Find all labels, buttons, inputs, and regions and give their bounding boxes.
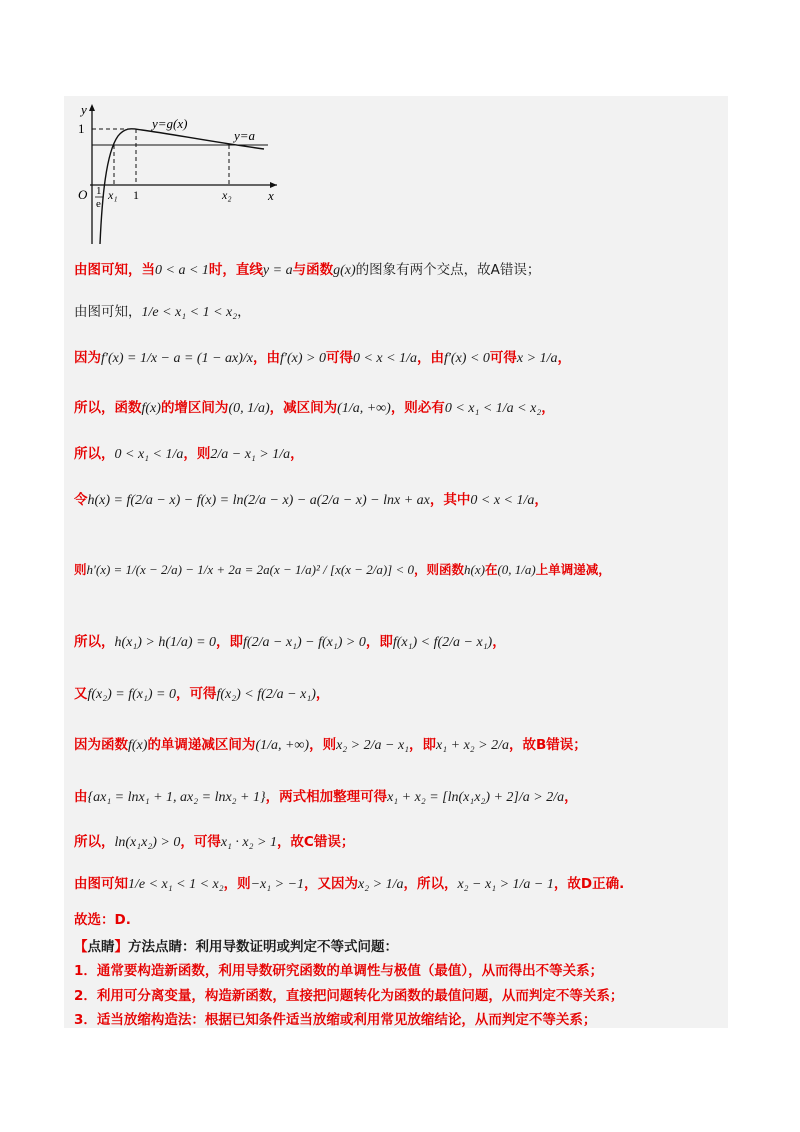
text: ，则 (223, 876, 251, 892)
math: x₂ − x₁ > 1/a − 1 (457, 877, 554, 892)
text: ，所以， (403, 876, 458, 892)
tip-item-1: 1．通常要构造新函数，利用导数研究函数的单调性与极值（最值），从而得出不等关系； (74, 963, 604, 979)
line-label: y=a (234, 128, 256, 143)
math: 1/e < x₁ < 1 < x₂ (128, 877, 224, 892)
text: ，由 (416, 350, 444, 366)
text: ，即 (365, 634, 393, 650)
text: ，则函数 (413, 562, 464, 577)
text: ， (541, 400, 555, 416)
function-graph (72, 98, 282, 248)
answer-text: 故选：D. (74, 912, 131, 928)
y-one-label: 1 (78, 121, 85, 136)
text: 因为 (74, 350, 101, 366)
text: 所以， (74, 446, 115, 462)
text: ，即 (409, 737, 437, 753)
curve-g (100, 129, 264, 244)
math: x₁ + x₂ = [ln(x₁x₂) + 2]/a > 2/a (387, 790, 565, 805)
text: ，可得 (180, 834, 221, 850)
text: ， (557, 350, 571, 366)
math: 0 < x₁ < 1/a (114, 447, 184, 462)
math: 0 < a < 1 (155, 263, 209, 278)
math: g(x) (333, 263, 356, 278)
math: h(x₁) > h(1/a) = 0 (114, 635, 217, 650)
tips-header-text: 方法点睛：利用导数证明或判定不等式问题： (128, 939, 398, 955)
text: ，又因为 (304, 876, 359, 892)
text: ，则 (183, 446, 211, 462)
solution-line-12 (74, 834, 354, 852)
text: 所以，函数 (74, 400, 142, 416)
text: ，故D正确. (553, 876, 625, 892)
x1-label: x₁ (108, 188, 118, 202)
curve-label: y=g(x) (152, 116, 188, 131)
inv-e-numerator: 1 (96, 185, 102, 197)
math: f(x₂) < f(2/a − x₁) (216, 687, 316, 702)
solution-line-13 (74, 876, 624, 894)
text: 的单调递减区间为 (147, 737, 256, 753)
x-one-label: 1 (133, 188, 139, 202)
math: f(x₁) < f(2/a − x₁) (392, 635, 493, 650)
text: ，则必有 (390, 400, 445, 416)
inv-e-denominator: e (96, 198, 101, 210)
math: (1/a, +∞) (337, 401, 391, 416)
text: ，其中 (429, 492, 471, 508)
text: 可得 (325, 350, 353, 366)
math: x₁ · x₂ > 1 (220, 835, 277, 850)
text: ，可得 (175, 686, 217, 702)
y-axis-label: y (81, 102, 87, 117)
bracket-open: 【 (74, 939, 88, 955)
math: x₁ + x₂ > 2/a (436, 738, 509, 753)
math: (0, 1/a) (228, 401, 270, 416)
bracket-close: 】 (114, 939, 128, 955)
solution-line-8 (74, 634, 506, 652)
answer-line (74, 912, 131, 930)
math: (1/a, +∞) (255, 738, 310, 753)
origin-label: O (78, 187, 88, 202)
text: 所以， (74, 634, 115, 650)
math: f(x) (141, 401, 161, 416)
x2-label: x₂ (222, 188, 232, 202)
math: {ax₁ = lnx₁ + 1, ax₂ = lnx₂ + 1} (87, 790, 266, 805)
solution-line-3 (74, 350, 571, 368)
text: ，即 (216, 634, 244, 650)
math: h′(x) = 1/(x − 2/a) − 1/x + 2a = 2a(x − 1/a)² / [x(x − 2/a)] < 0 (86, 562, 414, 577)
math: f(x) (128, 738, 148, 753)
y-axis-arrow (89, 104, 95, 111)
text: 的图象有两个交点，故A错误； (355, 262, 541, 278)
math: h(x) (464, 562, 485, 577)
math: (0, 1/a) (497, 562, 536, 577)
math: y = a (262, 263, 293, 278)
solution-line-10 (74, 737, 587, 755)
text: ， (237, 304, 251, 320)
math: ln(x₁x₂) > 0 (114, 835, 181, 850)
text: 令 (74, 492, 88, 508)
math: 0 < x < 1/a (470, 493, 535, 508)
math: f′(x) > 0 (280, 351, 326, 366)
text: ，减区间为 (269, 400, 338, 416)
math: x₂ > 1/a (358, 877, 404, 892)
text: 因为函数 (74, 737, 128, 753)
text: 可得 (489, 350, 517, 366)
solution-line-4 (74, 400, 555, 418)
tip-item-3: 3．适当放缩构造法：根据已知条件适当放缩或利用常见放缩结论，从而判定不等关系； (74, 1012, 597, 1028)
text: 由图可知，当 (74, 262, 155, 278)
math: x > 1/a (516, 351, 558, 366)
text: 的增区间为 (160, 400, 229, 416)
text: 上单调递减， (535, 562, 611, 577)
x-axis-label: x (268, 188, 274, 203)
text: 由图可知 (74, 876, 128, 892)
math: 1/e < x₁ < 1 < x₂ (141, 305, 238, 320)
solution-line-2 (74, 304, 251, 322)
math: f(x₂) = f(x₁) = 0 (87, 687, 176, 702)
math: x₂ > 2/a − x₁ (336, 738, 410, 753)
text: 时，直线 (208, 262, 263, 278)
math: f′(x) = 1/x − a = (1 − ax)/x (101, 351, 254, 366)
text: 由图可知， (74, 304, 142, 320)
math: f(2/a − x₁) − f(x₁) > 0 (243, 635, 366, 650)
tip-item-2: 2．利用可分离变量，构造新函数，直接把问题转化为函数的最值问题，从而判定不等关系； (74, 988, 624, 1004)
text: 与函数 (292, 262, 334, 278)
math: f′(x) < 0 (443, 351, 490, 366)
text: ，故B错误； (509, 737, 587, 753)
math: h(x) = f(2/a − x) − f(x) = ln(2/a − x) − a(2/a − x) − lnx + ax (87, 493, 430, 508)
math: −x₁ > −1 (250, 877, 305, 892)
text: 又 (74, 686, 88, 702)
text: ， (290, 446, 304, 462)
text: 则 (74, 562, 87, 577)
math: 0 < x < 1/a (352, 351, 417, 366)
text: ，两式相加整理可得 (265, 789, 388, 805)
text: 所以， (74, 834, 115, 850)
text: ，由 (253, 350, 281, 366)
solution-line-1 (74, 262, 540, 280)
text: 由 (74, 789, 88, 805)
solution-line-7 (74, 562, 611, 579)
solution-line-5 (74, 446, 304, 464)
text: ，则 (309, 737, 337, 753)
text: 在 (484, 562, 498, 577)
text: ， (564, 789, 578, 805)
tips-label: 点睛 (87, 939, 115, 955)
text: ， (492, 634, 506, 650)
solution-line-9 (74, 686, 329, 704)
math: 2/a − x₁ > 1/a (210, 447, 291, 462)
tips-header (74, 939, 398, 957)
text: ， (315, 686, 330, 702)
solution-line-11 (74, 789, 578, 807)
text: ，故C错误； (276, 834, 355, 850)
solution-line-6 (74, 492, 548, 510)
text: ， (534, 492, 548, 508)
math: 0 < x₁ < 1/a < x₂ (444, 401, 542, 416)
